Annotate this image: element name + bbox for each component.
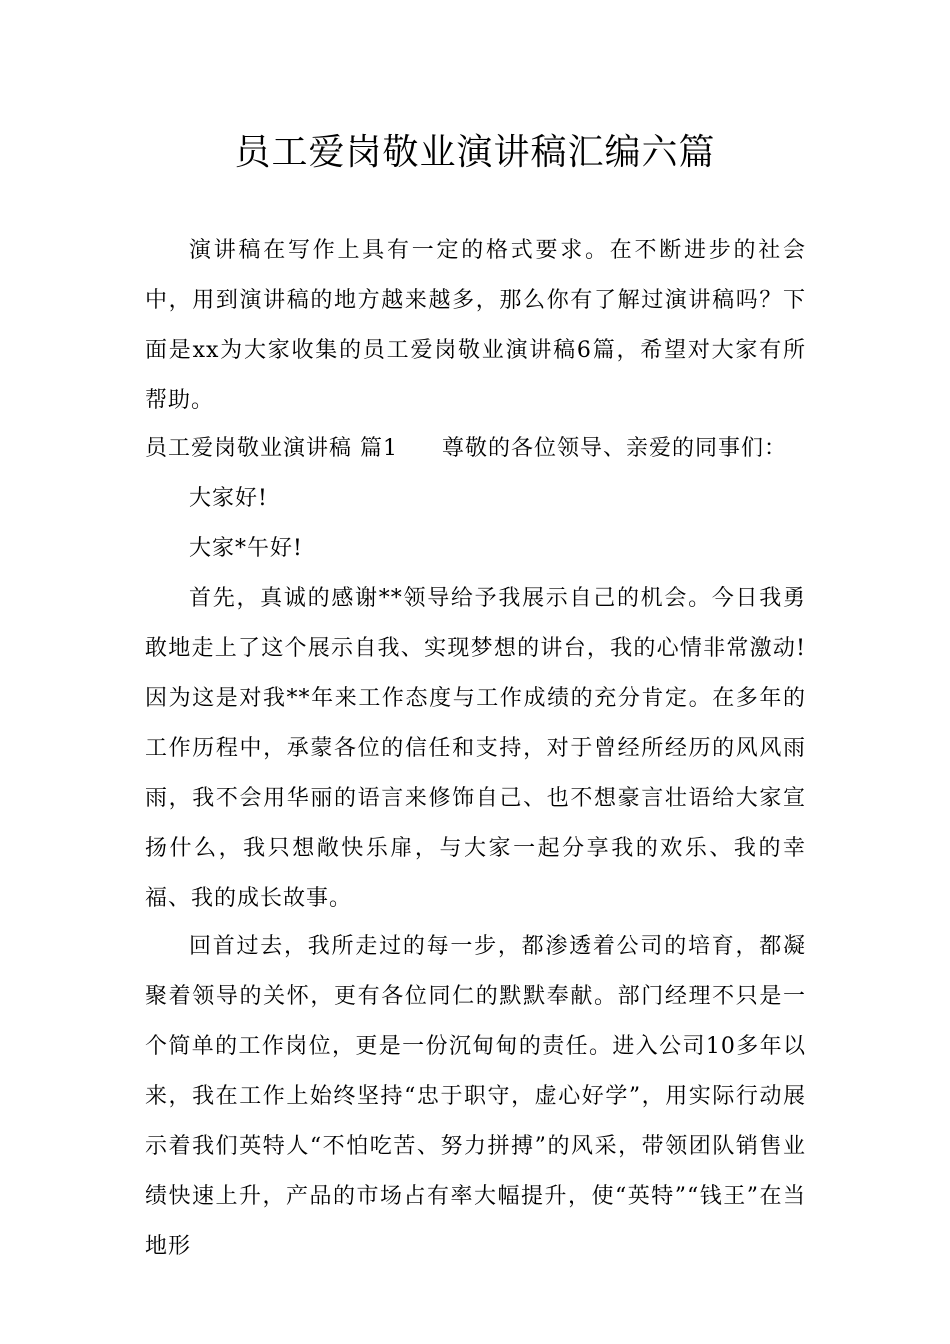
body-paragraph-2: 回首过去，我所走过的每一步，都渗透着公司的培育，都凝聚着领导的关怀，更有各位同仁的默默奉献。部门经理不只是一个简单的工作岗位，更是一份沉甸甸的责任。进入公司10多年以来，我在工作上始终坚持“忠于职守，虚心好学”，用实际行动展示着我们英特人“不怕吃苦、努力拼搏”的风采，带领团队销售业绩快速上升，产品的市场占有率大幅提升，使“英特”“钱王”在当地形 xyxy=(145,934,806,1259)
intro-paragraph: 演讲稿在写作上具有一定的格式要求。在不断进步的社会中，用到演讲稿的地方越来越多，那么你有了解过演讲稿吗？下面是xx为大家收集的员工爱岗敬业演讲稿6篇，希望对大家有所帮助。 xyxy=(145,238,806,413)
section-heading: 员工爱岗敬业演讲稿 篇1 xyxy=(145,436,398,461)
body-paragraph-1: 首先，真诚的感谢**领导给予我展示自己的机会。今日我勇敢地走上了这个展示自我、实现梦想的讲台，我的心情非常激动!因为这是对我**年来工作态度与工作成绩的充分肯定。在多年的工作历程中，承蒙各位的信任和支持，对于曾经所经历的风风雨雨，我不会用华丽的语言来修饰自己、也不想豪言壮语给大家宣扬什么，我只想敞快乐扉，与大家一起分享我的欢乐、我的幸福、我的成长故事。 xyxy=(145,586,806,911)
section-heading-line xyxy=(145,424,806,474)
salutation: 尊敬的各位领导、亲爱的同事们： xyxy=(442,436,788,461)
greeting-line: 大家好! xyxy=(189,486,268,511)
document-title: 员工爱岗敬业演讲稿汇编六篇 xyxy=(234,132,716,173)
greeting-line-2: 大家*午好! xyxy=(189,536,303,561)
